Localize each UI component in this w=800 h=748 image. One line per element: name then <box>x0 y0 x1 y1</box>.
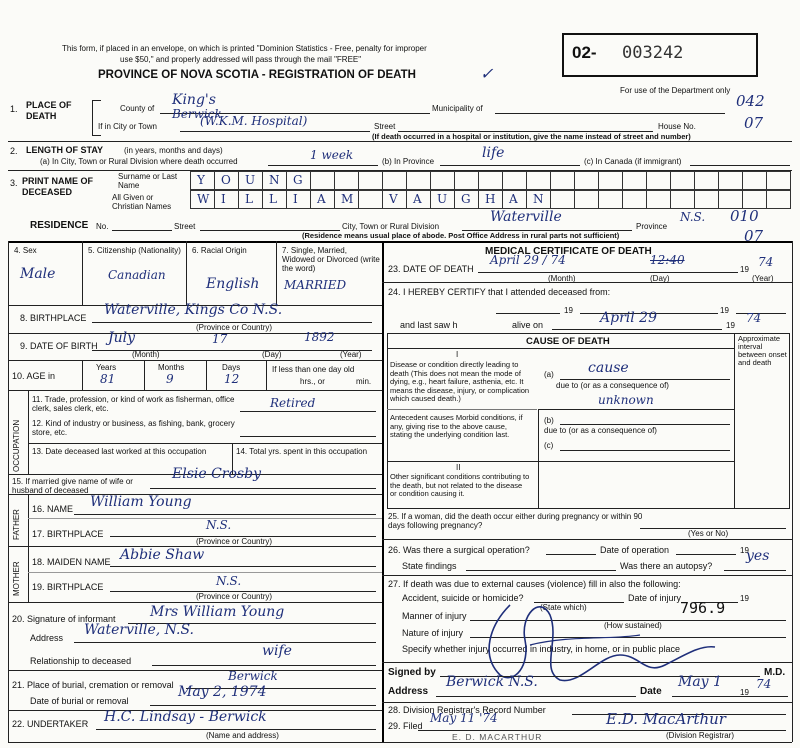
given-name-letter: L <box>269 192 277 206</box>
given-name-cell <box>670 190 695 209</box>
certify-year-prefix: 19 <box>564 306 573 315</box>
birthplace-label: 8. BIRTHPLACE <box>20 313 87 323</box>
dod-day-label: (Day) <box>650 274 670 283</box>
stay-a-value: 1 week <box>310 148 354 162</box>
racial-origin-value: English <box>206 276 260 292</box>
given-name-cell <box>454 190 479 209</box>
last-saw-year: 74 <box>746 311 762 325</box>
certify-label: 24. I HEREBY CERTIFY that I attended deceased from: <box>388 287 611 297</box>
surname-cell <box>454 171 479 190</box>
accident-label: Accident, suicide or homicide? <box>402 593 524 603</box>
hospital-value: (W.K.M. Hospital) <box>200 114 308 128</box>
cause-c-label: (c) <box>544 441 554 450</box>
given-name-letter: A <box>509 192 518 206</box>
given-name-letter: I <box>293 192 298 206</box>
father-side-label: FATHER <box>12 509 21 540</box>
surname-cell <box>766 171 791 190</box>
father-name-label: 16. NAME <box>32 504 74 514</box>
certify-year2-prefix: 19 <box>720 306 729 315</box>
disease-text: Disease or condition directly leading to death (This does not mean the mode of dying, e.g., heart failure, asthenia, etc. It means the disease, injury, or complication which caused death.) <box>390 360 530 403</box>
residence-city-label: City, Town or Rural Division <box>342 222 440 231</box>
given-name-letter: I <box>221 192 226 206</box>
mother-prov-label: (Province or Country) <box>196 592 273 601</box>
surname-label: Surname or Last Name <box>118 172 178 190</box>
operation-date-label: Date of operation <box>600 545 670 555</box>
dept-code-2: 07 <box>744 114 764 132</box>
q28-label: 28. Division Registrar's Record Number <box>388 705 546 715</box>
md-label: M.D. <box>764 667 786 678</box>
undertaker-label: 22. UNDERTAKER <box>12 719 89 729</box>
dept-code-3: 010 <box>730 207 759 225</box>
surname-cell <box>598 171 623 190</box>
undertaker-value: H.C. Lindsay - Berwick <box>104 709 267 725</box>
dod-label: 23. DATE OF DEATH <box>388 264 474 274</box>
given-name-cell <box>574 190 599 209</box>
informant-value: Mrs William Young <box>150 604 285 620</box>
house-label: House No. <box>658 122 696 131</box>
cause-unknown-value: unknown <box>598 393 654 407</box>
dod-month-label: (Month) <box>548 274 576 283</box>
dob-day-label: (Day) <box>262 350 282 359</box>
given-name-cell <box>334 190 359 209</box>
dod-time: 12:40 <box>650 253 685 267</box>
mother-side-label: MOTHER <box>12 561 21 596</box>
county-label: County of <box>120 104 155 113</box>
last-saw-value: April 29 <box>600 310 657 326</box>
given-name-cell <box>742 190 767 209</box>
cause-a-label: (a) <box>544 370 554 379</box>
surname-cell <box>742 171 767 190</box>
given-name-cell <box>646 190 671 209</box>
physician-address-value: Berwick N.S. <box>446 674 538 690</box>
occupation-14-label: 14. Total yrs. spent in this occupation <box>236 447 368 456</box>
residence-label: RESIDENCE <box>30 220 89 231</box>
place-note: (If death occurred in a hospital or institution, give the name instead of street and number) <box>372 132 691 141</box>
municipality-label: Municipality of <box>432 104 483 113</box>
given-names-label: All Given or Christian Names <box>112 193 172 211</box>
physician-year-prefix: 19 <box>740 688 749 697</box>
informant-address-label: Address <box>30 633 64 643</box>
state-which-label: (State which) <box>540 603 587 612</box>
dob-label: 9. DATE OF BIRTH <box>20 341 98 351</box>
manner-label: Manner of injury <box>402 611 467 621</box>
dod-year-prefix: 19 <box>740 265 749 274</box>
mother-name-value: Abbie Shaw <box>120 547 205 563</box>
mail-notice-line1: This form, if placed in an envelope, on which is printed "Dominion Statistics - Free, penalty for improper <box>62 44 427 53</box>
dob-month-label: (Month) <box>132 350 160 359</box>
birthplace-sub: (Province or Country) <box>196 323 273 332</box>
last-saw-year-prefix: 19 <box>726 321 735 330</box>
alive-on-label: alive on <box>512 320 544 330</box>
autopsy-label: Was there an autopsy? <box>620 561 713 571</box>
stay-sub: (in years, months and days) <box>124 146 223 155</box>
registration-number-box <box>562 33 758 77</box>
roman-one: I <box>456 350 459 359</box>
dod-year-label: (Year) <box>752 274 774 283</box>
antecedent-text: Antecedent causes Morbid conditions, if any, giving rise to the above cause, stating the underlying condition last. <box>390 413 523 439</box>
given-name-cell <box>478 190 503 209</box>
registration-number: 003242 <box>622 43 684 63</box>
physician-date-value: May 1 <box>678 674 722 690</box>
father-name-value: William Young <box>90 494 192 510</box>
q26-label: 26. Was there a surgical operation? <box>388 545 530 555</box>
occupation-side-label: OCCUPATION <box>12 419 21 472</box>
given-name-letter: L <box>245 192 253 206</box>
stay-a-label: (a) In City, Town or Rural Division where death occurred <box>40 157 238 166</box>
place-num: 1. <box>10 104 18 114</box>
surname-cell <box>406 171 431 190</box>
residence-note: (Residence means usual place of abode. Post Office Address in rural parts not sufficient) <box>302 231 620 240</box>
burial-date-value: May 2, 1974 <box>178 684 267 700</box>
surname-cell <box>190 171 215 190</box>
title-checkmark: ✓ <box>480 64 494 83</box>
dept-code-1: 042 <box>736 92 765 110</box>
roman-two: II <box>456 463 461 472</box>
cause-a-value: cause <box>588 360 629 376</box>
surname-cell <box>694 171 719 190</box>
stay-c-label: (c) In Canada (if immigrant) <box>584 157 682 166</box>
surname-cell <box>478 171 503 190</box>
given-name-cell <box>550 190 575 209</box>
given-name-cell <box>238 190 263 209</box>
given-name-cell <box>214 190 239 209</box>
medical-cert-title: MEDICAL CERTIFICATE OF DEATH <box>485 246 652 257</box>
surname-cell <box>238 171 263 190</box>
mother-birthplace-value: N.S. <box>216 574 242 588</box>
age-days-label: Days <box>222 363 241 372</box>
given-name-cell <box>694 190 719 209</box>
last-saw-label: and last saw h <box>400 320 458 330</box>
injury-date-label: Date of injury <box>628 593 682 603</box>
place-of-death-label: PLACE OF DEATH <box>26 100 72 121</box>
age-label: 10. AGE in <box>12 371 56 381</box>
q27-label: 27. If death was due to external causes (violence) fill in also the following: <box>388 579 681 589</box>
given-name-cell <box>286 190 311 209</box>
mother-name-label: 18. MAIDEN NAME <box>32 557 111 567</box>
min-label: min. <box>356 377 372 386</box>
given-name-cell <box>310 190 335 209</box>
occupation-12-label: 12. Kind of industry or business, as fishing, bank, grocery store, etc. <box>32 419 235 437</box>
spouse-label: 15. If married give name of wife or husband of deceased <box>12 477 133 495</box>
age-months-value: 9 <box>166 372 174 386</box>
filed-value: May 11 '74 <box>430 711 498 725</box>
surname-cell <box>646 171 671 190</box>
surname-cell <box>382 171 407 190</box>
residence-street-label: Street <box>174 222 196 231</box>
cause-b-label: (b) <box>544 416 554 425</box>
county-value: King's <box>172 92 216 108</box>
cause-title: CAUSE OF DEATH <box>526 336 610 347</box>
form-title: PROVINCE OF NOVA SCOTIA - REGISTRATION OF DEATH <box>98 69 416 81</box>
registrar-printed-name: E. D. MACARTHUR <box>452 732 543 742</box>
surname-letter: N <box>269 173 280 187</box>
dob-day: 17 <box>212 332 228 346</box>
city-label: If in City or Town <box>98 122 157 131</box>
surname-cell <box>502 171 527 190</box>
q25-label: 25. If a woman, did the death occur either during pregnancy or within 90 days following pregnancy? <box>388 512 643 530</box>
burial-date-label: Date of burial or removal <box>30 696 129 706</box>
specify-label: Specify whether injury occurred in industry, in home, or in public place <box>402 644 680 654</box>
undertaker-sub: (Name and address) <box>206 731 279 740</box>
due-to-2: due to (or as a consequence of) <box>544 426 657 435</box>
occupation-13-label: 13. Date deceased last worked at this occupation <box>32 447 207 456</box>
given-name-cell <box>502 190 527 209</box>
street-label: Street <box>374 122 396 131</box>
given-name-letter: V <box>389 192 398 206</box>
given-name-letter: A <box>317 192 326 206</box>
q29-label: 29. Filed <box>388 721 423 731</box>
surname-cell <box>358 171 383 190</box>
informant-label: 20. Signature of informant <box>12 614 116 624</box>
dob-month: July <box>108 330 136 346</box>
given-name-letter: N <box>533 192 544 206</box>
age-months-label: Months <box>158 363 185 372</box>
how-sustained-label: (How sustained) <box>604 621 662 630</box>
informant-address-value: Waterville, N.S. <box>84 622 194 638</box>
hrs-label: hrs., or <box>300 377 325 386</box>
surname-letter: G <box>293 173 303 187</box>
citizenship-value: Canadian <box>108 268 166 282</box>
given-name-letter: U <box>437 192 448 206</box>
surname-cell <box>718 171 743 190</box>
due-to-1: due to (or as a consequence of) <box>556 381 669 390</box>
surname-cell <box>262 171 287 190</box>
age-years-value: 81 <box>100 372 116 386</box>
autopsy-value: yes <box>746 548 770 564</box>
residence-province-value: N.S. <box>680 210 706 224</box>
dob-year: 1892 <box>304 330 335 344</box>
registrar-label: (Division Registrar) <box>666 731 735 740</box>
physician-address-label: Address <box>388 686 429 697</box>
citizenship-label: 5. Citizenship (Nationality) <box>88 246 181 255</box>
dod-value: April 29 / 74 <box>490 253 566 267</box>
dod-year: 74 <box>758 255 774 269</box>
op-year-prefix: 19 <box>740 546 749 555</box>
surname-letter: O <box>221 173 231 187</box>
surname-cell <box>550 171 575 190</box>
father-prov-label: (Province or Country) <box>196 537 273 546</box>
spouse-value: Elsie Crosby <box>172 466 261 482</box>
physician-date-label: Date <box>640 686 662 697</box>
approx-interval-label: Approximate interval between onset and death <box>738 334 787 367</box>
given-name-cell <box>766 190 791 209</box>
father-birthplace-value: N.S. <box>206 518 232 532</box>
birthplace-value: Waterville, Kings Co N.S. <box>104 302 283 318</box>
other-conditions-text: Other significant conditions contributing to the death, but not related to the disease or condition causing it. <box>390 472 530 498</box>
stay-label: LENGTH OF STAY <box>26 145 104 155</box>
less-day-label: If less than one day old <box>272 365 355 374</box>
surname-cell <box>310 171 335 190</box>
marital-value: MARRIED <box>284 278 347 292</box>
city-value: Berwick <box>172 107 222 121</box>
injury-year-prefix: 19 <box>740 594 749 603</box>
marital-label: 7. Single, Married, Widowed or Divorced (write the word) <box>282 246 380 273</box>
surname-cell <box>526 171 551 190</box>
print-name-label: PRINT NAME OF DECEASED <box>22 176 93 197</box>
given-name-cell <box>622 190 647 209</box>
relationship-label: Relationship to deceased <box>30 656 132 666</box>
residence-city-value: Waterville <box>490 209 562 225</box>
registrar-signature: E.D. MacArthur <box>606 710 726 728</box>
given-name-cell <box>526 190 551 209</box>
given-name-cell <box>382 190 407 209</box>
given-name-cell <box>358 190 383 209</box>
yes-no-label: (Yes or No) <box>688 529 729 538</box>
given-name-letter: W <box>197 192 210 206</box>
surname-cell <box>574 171 599 190</box>
stay-num: 2. <box>10 146 18 156</box>
occupation-11-value: Retired <box>270 396 316 410</box>
registration-prefix: 02- <box>572 43 597 62</box>
father-birthplace-label: 17. BIRTHPLACE <box>32 529 104 539</box>
given-name-letter: M <box>341 192 354 206</box>
given-name-cell <box>718 190 743 209</box>
dob-year-label: (Year) <box>340 350 362 359</box>
residence-no-label: No. <box>96 222 109 231</box>
surname-letter: U <box>245 173 256 187</box>
name-num: 3. <box>10 178 18 188</box>
stay-b-label: (b) In Province <box>382 157 435 166</box>
mail-notice-line2: use $50," and properly addressed will pass through the mail "FREE" <box>120 55 362 64</box>
surname-cell <box>214 171 239 190</box>
given-name-cell <box>598 190 623 209</box>
signed-by-label: Signed by <box>388 667 436 678</box>
stay-b-value: life <box>482 145 505 161</box>
dept-code-4: 07 <box>744 227 764 245</box>
dept-use-label: For use of the Department only <box>620 86 731 95</box>
findings-label: State findings <box>402 561 457 571</box>
occupation-11-label: 11. Trade, profession, or kind of work as fisherman, office clerk, sales clerk, etc. <box>32 395 235 413</box>
mother-birthplace-label: 19. BIRTHPLACE <box>32 582 104 592</box>
sex-value: Male <box>20 266 56 282</box>
given-name-letter: G <box>461 192 471 206</box>
given-name-cell <box>430 190 455 209</box>
code-value: 796.9 <box>680 599 726 617</box>
sex-label: 4. Sex <box>14 246 37 255</box>
surname-cell <box>430 171 455 190</box>
given-name-letter: A <box>413 192 422 206</box>
given-name-cell <box>262 190 287 209</box>
surname-cell <box>286 171 311 190</box>
given-name-letter: H <box>485 192 496 206</box>
physician-date-year: 74 <box>756 677 772 691</box>
residence-province-label: Province <box>636 222 668 231</box>
given-name-cell <box>190 190 215 209</box>
burial-place-label: 21. Place of burial, cremation or removal <box>12 680 174 690</box>
relationship-value: wife <box>262 643 292 659</box>
surname-cell <box>622 171 647 190</box>
burial-place-value: Berwick <box>228 669 278 683</box>
surname-cell <box>670 171 695 190</box>
surname-letter: Y <box>197 173 205 187</box>
nature-label: Nature of injury <box>402 628 464 638</box>
given-name-cell <box>406 190 431 209</box>
age-days-value: 12 <box>224 372 240 386</box>
racial-origin-label: 6. Racial Origin <box>192 246 247 255</box>
age-years-label: Years <box>96 363 117 372</box>
surname-cell <box>334 171 359 190</box>
